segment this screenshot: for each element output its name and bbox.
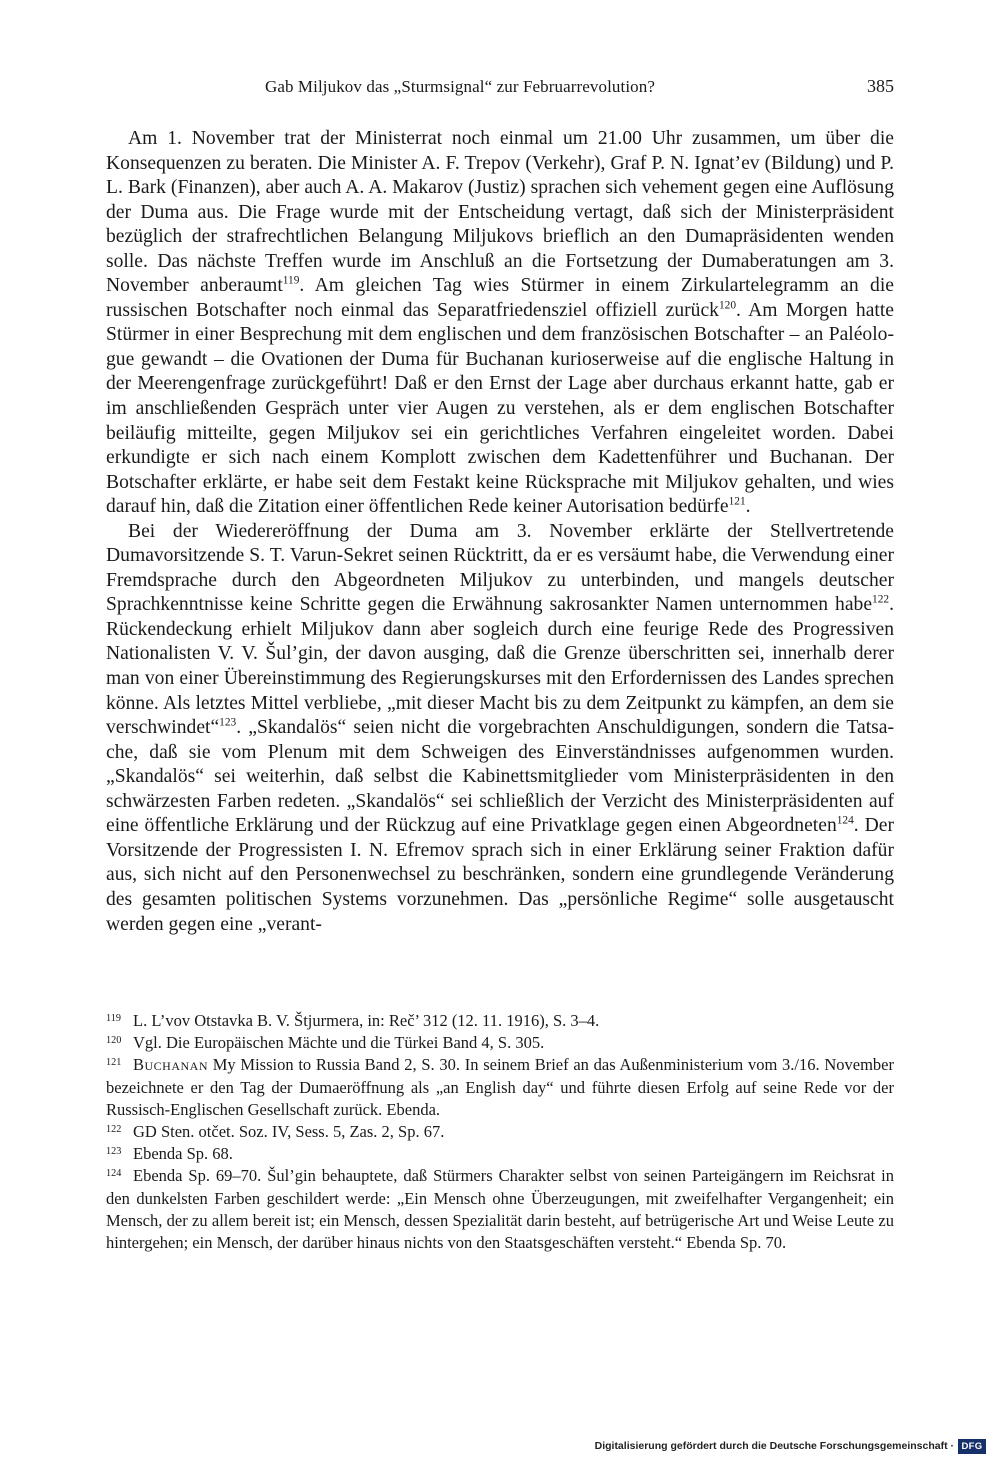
main-text <box>106 127 894 937</box>
paragraph-2-text-d: . Der Vorsitzende der Progressisten I. N. Efremov sprach sich in einer Erklärung seiner Fraktion dafür aus, sich nicht auf den Personenwechsel zu beschränken, sondern eine grundlegende Veränderung des gesamten politischen Systems vorzunehmen. Das „persönliche Regime“ solle ausgetauscht werden gegen eine „verant- <box>106 815 894 935</box>
footnote-ref-123: 123 <box>219 716 237 729</box>
paragraph-2-text-c: . „Skandalös“ seien nicht die vorgebrachten Anschuldigungen, sondern die Tatsache, daß sie vom Plenum mit dem Schweigen des Einverständnisses aufgenommen wurden. „Skandalös“ sei weiterhin, daß selbst die Kabinettsmitglieder vom Ministerpräsidenten in den schwärzesten Farben redeten. „Skandalös“ sei schließlich der Verzicht des Ministerpräsidenten auf eine öffentliche Erklärung und der Rückzug auf eine Privatklage gegen einen Abgeordneten <box>106 717 894 837</box>
paragraph-2-text-a: Bei der Wiedereröffnung der Duma am 3. November erklärte der Stellvertretende Dumavorsitzende S. T. Varun-Sekret seinen Rücktritt, da er es versäumt habe, die Verwendung einer Fremdsprache durch den Abgeordneten Miljukov zu unterbinden, und mangels deutscher Sprachkenntnisse keine Schritte gegen die Erwähnung sakrosankter Namen unternommen habe <box>106 520 894 616</box>
footnote-120: 120 Vgl. Die Europäischen Mächte und die Türkei Band 4, S. 305. <box>106 1033 545 1053</box>
footnote-ref-121: 121 <box>728 495 746 508</box>
footnote-text: My Mission to Russia Band 2, S. 30. In seinem Brief an das Außenministerium vom 3./16. November bezeichnete er den Tag der Dumaeröffnung als „an English day“ und führte diesen Erfolg auf seine Rede vor der Russisch-Englischen Gesellschaft zurück. Ebenda. <box>106 1055 894 1119</box>
paragraph-2 <box>106 520 894 937</box>
footnote-122: 122 GD Sten. otčet. Soz. IV, Sess. 5, Zas. 2, Sp. 67. <box>106 1122 445 1142</box>
footnote-author: Buchanan <box>133 1055 209 1075</box>
paragraph-1-text-d: . <box>745 496 751 518</box>
paragraph-1-text-b: . Am gleichen Tag wies Stürmer in einem Zirkulartelegramm an die russischen Botschafter noch einmal das Separatfriedensziel offiziell zurück <box>106 275 894 321</box>
footnote-text: Vgl. Die Europäischen Mächte und die Türkei Band 4, S. 305. <box>133 1033 545 1053</box>
running-title: Gab Miljukov das „Sturmsignal“ zur Februarrevolution? <box>264 77 656 96</box>
footnote-124: 124 Ebenda Sp. 69–70. Šul’gin behauptete, daß Stürmers Charakter selbst von seinen Parteigängern im Reichsrat in den dunkelsten Farben geschildert werde: „Ein Mensch ohne Überzeugungen, mit zweifelhafter Vergangenheit; ein Mensch, der zu allem bereit ist; ein Mensch, dessen Spezialität darin besteht, auf betrügerische Art und Weise Leute zu hintergehen; ein Mensch, der darüber hinaus nichts von den Staatsgeschäften versteht.“ Ebenda Sp. 70. <box>106 1166 894 1253</box>
page-number: 385 <box>867 76 894 96</box>
footnote-ref-122: 122 <box>872 593 890 606</box>
paragraph-1 <box>106 127 894 520</box>
footnote-119: 119 L. L’vov Otstavka B. V. Štjurmera, in: Reč’ 312 (12. 11. 1916), S. 3–4. <box>106 1011 600 1030</box>
footnotes <box>106 1010 894 1254</box>
dfg-logo-icon: DFG <box>958 1439 986 1454</box>
footnote-text: GD Sten. otčet. Soz. IV, Sess. 5, Zas. 2, Sp. 67. <box>133 1122 445 1142</box>
paragraph-1-text-c: . Am Morgen hatte Stürmer in einer Besprechung mit dem englischen und dem französischen Botschafter – an Paléologue gewandt – die Ovationen der Duma für Buchanan kurioserweise auf die englische Haltung in der Meerengenfrage zurückgeführt! Daß er den Ernst der Lage aber durchaus erkannt hatte, gab er im anschließenden Gespräch unter vier Augen zu verstehen, als er dem englischen Botschafter beiläufig mitteilte, gegen Miljukov sei ein gerichtliches Verfahren eingeleitet worden. Dabei erkundigte er sich nach einem Komplott zwischen dem Kadettenführer und Buchanan. Der Botschafter erklärte, er habe seit dem Festakt keine Rücksprache mit Miljukov gehalten, und wies darauf hin, daß die Zitation einer öffentlichen Rede keiner Autorisation bedürfe <box>106 299 894 518</box>
footnote-text: Ebenda Sp. 69–70. Šul’gin behauptete, daß Stürmers Charakter selbst von seinen Parteigängern im Reichsrat in den dunkelsten Farben geschildert werde: „Ein Mensch ohne Überzeugungen, mit zweifelhafter Vergangenheit; ein Mensch, der zu allem bereit ist; ein Mensch, dessen Spezialität darin besteht, auf betrügerische Art und Weise Leute zu hintergehen; ein Mensch, der darüber hinaus nichts von den Staatsgeschäften versteht.“ Ebenda Sp. 70. <box>106 1166 894 1253</box>
footnote-ref-124: 124 <box>836 814 854 827</box>
paragraph-1-text-a: Am 1. November trat der Ministerrat noch einmal um 21.00 Uhr zusammen, um über die Konsequenzen zu beraten. Die Minister A. F. Trepov (Verkehr), Graf P. N. Ignat’ev (Bildung) und P. L. Bark (Finanzen), aber auch A. A. Makarov (Justiz) sprachen sich vehement gegen eine Auflösung der Duma aus. Die Frage wurde mit der Entscheidung vertagt, daß sich der Ministerpräsident bezüglich der strafrechtlichen Belangung Miljukovs brieflich an den Dumapräsidenten wenden solle. Das nächste Treffen wurde im Anschluß an die Fortsetzung der Dumaberatungen am 3. November anberaumt <box>106 128 894 297</box>
footnote-text: Ebenda Sp. 68. <box>133 1144 233 1164</box>
footnote-ref-119: 119 <box>282 274 300 287</box>
paragraph-2-text-b: . Rückendeckung erhielt Miljukov dann aber sogleich durch eine feurige Rede des Progressiven Nationalisten V. V. Šul’gin, der davon ausging, daß die Grenze überschritten sei, innerhalb derer man von einer Übereinstimmung des Regierungskurses mit den Erfordernissen des Landes sprechen könne. Als letztes Mittel verbliebe, „mit dieser Macht bis zu dem Zeitpunkt zu kämpfen, an dem sie verschwindet“ <box>106 594 894 739</box>
credit-text: Digitalisierung gefördert durch die Deutsche Forschungsgemeinschaft · <box>594 1440 954 1452</box>
running-head <box>106 77 894 101</box>
footnote-ref-120: 120 <box>718 299 736 312</box>
digitization-credit <box>595 1437 986 1455</box>
footnote-123: 123 Ebenda Sp. 68. <box>106 1144 233 1164</box>
footnote-text: L. L’vov Otstavka B. V. Štjurmera, in: Reč’ 312 (12. 11. 1916), S. 3–4. <box>133 1011 600 1030</box>
footnote-121: 121 Buchanan My Mission to Russia Band 2, S. 30. In seinem Brief an das Außenministerium vom 3./16. November bezeichnete er den Tag der Dumaeröffnung als „an English day“ und führte diesen Erfolg auf seine Rede vor der Russisch-Englischen Gesellschaft zurück. Ebenda. <box>106 1055 894 1119</box>
